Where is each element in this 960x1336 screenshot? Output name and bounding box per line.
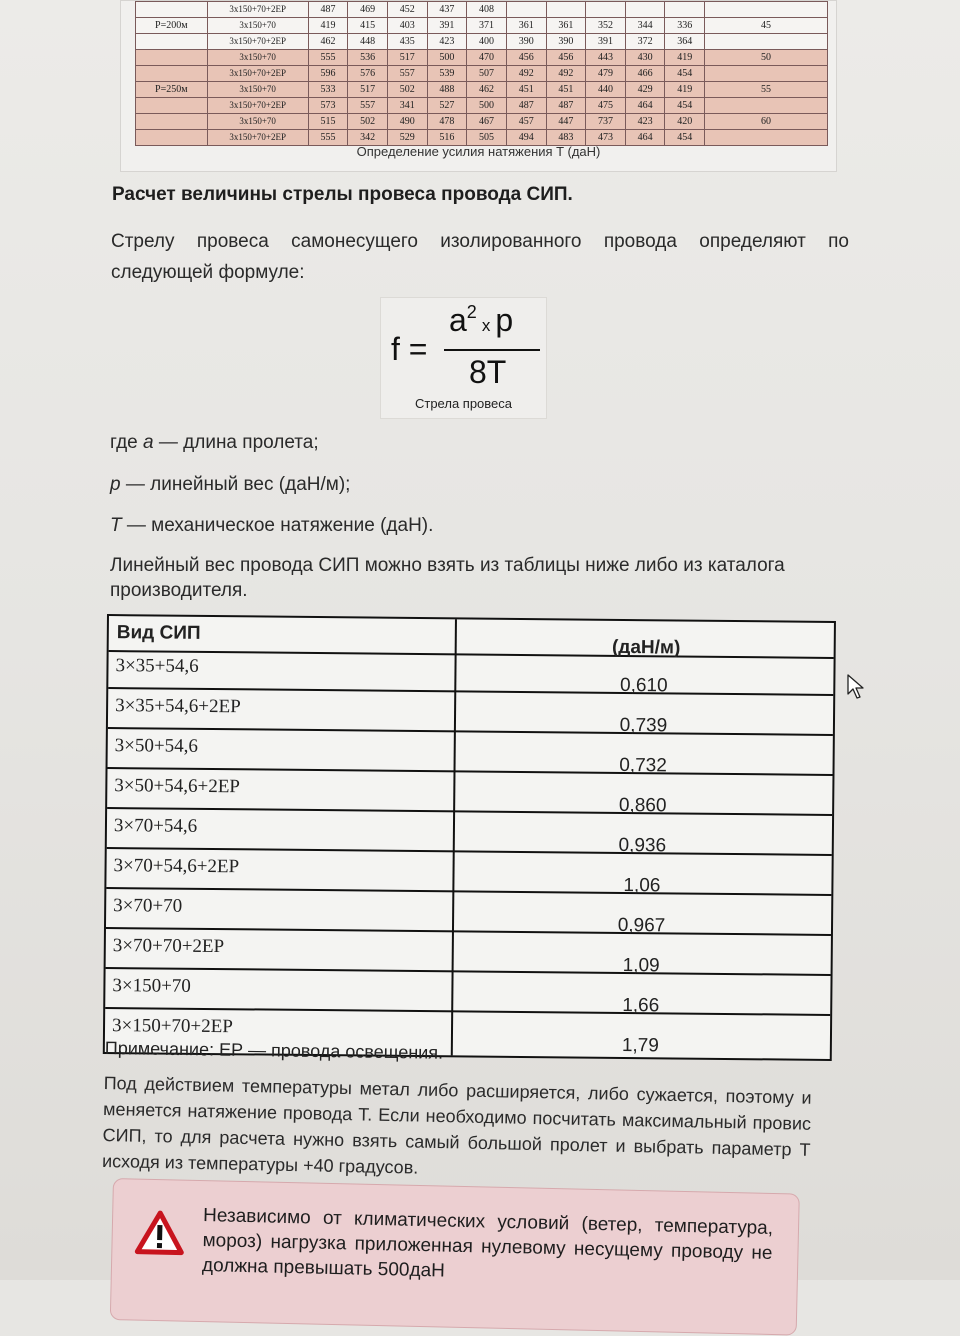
weight-value-cell: 1,66 (622, 994, 660, 1017)
weight-value-cell: 0,936 (618, 834, 667, 857)
tension-wire-type: 3x150+70+2EP (207, 2, 308, 18)
tension-result (705, 34, 828, 50)
tension-value: 415 (348, 18, 388, 34)
tension-value: 435 (387, 34, 427, 50)
tension-value: 456 (506, 50, 546, 66)
tension-value (625, 2, 665, 18)
tension-value: 352 (586, 18, 626, 34)
tension-value: 430 (625, 50, 665, 66)
tension-value: 500 (467, 98, 507, 114)
tension-row (136, 50, 828, 66)
tension-value: 515 (308, 114, 348, 130)
definition-a: где a — длина пролета; (110, 432, 319, 453)
tension-wire-type: 3x150+70+2EP (207, 34, 308, 50)
tension-value: 454 (665, 66, 705, 82)
tension-value: 573 (308, 98, 348, 114)
tension-value: 517 (387, 50, 427, 66)
tension-value: 457 (506, 114, 546, 130)
tension-value: 505 (467, 130, 507, 146)
tension-row (136, 66, 828, 82)
tension-value: 494 (506, 130, 546, 146)
weight-value-cell: 1,09 (622, 954, 660, 977)
linear-weight-table (103, 614, 836, 1061)
tension-value: 462 (467, 82, 507, 98)
sip-type-cell: 3×70+70+2ЕР (112, 935, 225, 958)
tension-result: 60 (705, 114, 828, 130)
weight-value-cell: 1,79 (621, 1034, 659, 1057)
tension-value: 500 (427, 50, 467, 66)
tension-value: 516 (427, 130, 467, 146)
symbol-p: p (110, 474, 121, 495)
tension-value: 341 (387, 98, 427, 114)
sip-type-cell: 3×70+54,6 (113, 815, 198, 837)
tension-span-label: P=250м (136, 82, 208, 98)
tension-span-label: P=200м (136, 18, 208, 34)
tension-wire-type: 3x150+70+2EP (207, 66, 308, 82)
symbol-a: a (143, 432, 154, 453)
symbol-t: T (110, 515, 122, 536)
sip-type-cell: 3×35+54,6 (115, 655, 199, 677)
table-row (106, 852, 831, 896)
tension-value (586, 2, 626, 18)
tension-value: 737 (586, 114, 626, 130)
tension-value: 462 (308, 34, 348, 50)
sip-type-cell: 3×70+70 (113, 895, 183, 917)
tension-value: 487 (506, 98, 546, 114)
table-row (105, 972, 830, 1016)
tension-value: 502 (387, 82, 427, 98)
warning-triangle-icon (134, 1210, 185, 1257)
tension-value: 557 (387, 66, 427, 82)
tension-value: 440 (586, 82, 626, 98)
tension-value: 536 (348, 50, 388, 66)
tension-value: 361 (546, 18, 586, 34)
table-row (107, 812, 832, 856)
sip-type-cell: 3×70+54,6+2ЕР (113, 855, 240, 878)
tension-value: 502 (348, 114, 388, 130)
tension-value: 473 (586, 130, 626, 146)
formula-p: p (495, 302, 514, 338)
tension-value: 487 (308, 2, 348, 18)
tension-value: 423 (427, 34, 467, 50)
tension-row (136, 114, 828, 130)
formula-exponent: 2 (466, 302, 477, 322)
tension-value: 443 (586, 50, 626, 66)
fraction-bar (444, 349, 540, 351)
tension-value: 539 (427, 66, 467, 82)
tension-table-caption: Определение усилия натяжения T (даН) (356, 144, 601, 159)
tension-table (135, 1, 828, 146)
tension-value: 447 (546, 114, 586, 130)
tension-span-label (136, 34, 208, 50)
tension-value: 364 (665, 34, 705, 50)
weight-value-cell: 1,06 (623, 874, 661, 897)
sip-type-cell: 3×150+70 (112, 975, 191, 997)
tension-value: 479 (586, 66, 626, 82)
tension-wire-type: 3x150+70 (207, 18, 308, 34)
tension-value (506, 2, 546, 18)
tension-value: 517 (348, 82, 388, 98)
weight-value-cell: 0,860 (618, 794, 667, 817)
tension-table-image (120, 0, 837, 172)
tension-value: 557 (348, 98, 388, 114)
tension-value: 419 (308, 18, 348, 34)
tension-value: 408 (467, 2, 507, 18)
tension-value (546, 2, 586, 18)
tension-result: 55 (705, 82, 828, 98)
formula-times: x (481, 316, 491, 335)
section-heading: Расчет величины стрелы провеса провода СИП. (112, 184, 573, 205)
warning-box (110, 1178, 800, 1336)
mouse-cursor-icon (847, 674, 865, 700)
tension-value: 361 (506, 18, 546, 34)
table-row (108, 652, 833, 696)
note-text: Примечание: ЕР — провода освещения. (104, 1038, 444, 1063)
formula-numerator (449, 302, 513, 339)
sip-type-cell: 3×50+54,6+2ЕР (114, 775, 241, 798)
table-row (108, 692, 833, 736)
tension-value: 390 (546, 34, 586, 50)
tension-value: 533 (308, 82, 348, 98)
tension-value: 464 (625, 130, 665, 146)
tension-span-label (136, 50, 208, 66)
tension-value: 576 (348, 66, 388, 82)
tension-value: 507 (467, 66, 507, 82)
tension-value: 466 (625, 66, 665, 82)
tension-value: 487 (546, 98, 586, 114)
tension-value (665, 2, 705, 18)
tension-wire-type: 3x150+70 (207, 82, 308, 98)
tension-value: 419 (665, 82, 705, 98)
tension-row (136, 18, 828, 34)
tension-value: 467 (467, 114, 507, 130)
tension-value: 469 (348, 2, 388, 18)
tension-value: 420 (665, 114, 705, 130)
tension-value: 400 (467, 34, 507, 50)
warning-text: Независимо от климатических условий (ветер, температура, мороз) нагрузка приложенная нулевому несущему проводу не должна превышать 500даН (201, 1205, 774, 1282)
table-row (106, 892, 831, 936)
tension-value: 372 (625, 34, 665, 50)
tension-span-label (136, 66, 208, 82)
sip-type-cell: 3×150+70+2ЕР (111, 1015, 233, 1038)
tension-span-label (136, 114, 208, 130)
tension-result (705, 98, 828, 114)
definition-p: p — линейный вес (даН/м); (110, 474, 351, 495)
definition-t: T — механическое натяжение (даН). (110, 515, 434, 536)
tension-value: 423 (625, 114, 665, 130)
tension-value: 390 (506, 34, 546, 50)
tension-row (136, 34, 828, 50)
tension-row (136, 82, 828, 98)
tension-value: 483 (546, 130, 586, 146)
tension-span-label (136, 98, 208, 114)
tension-value: 403 (387, 18, 427, 34)
sag-formula-image (380, 297, 547, 419)
tension-wire-type: 3x150+70 (207, 50, 308, 66)
formula-a: a (449, 302, 467, 338)
tension-result (705, 2, 828, 18)
tension-value: 451 (546, 82, 586, 98)
tension-value: 342 (348, 130, 388, 146)
table-row (108, 732, 833, 776)
formula-caption: Стрела провеса (414, 396, 513, 411)
weight-value-cell: 0,610 (619, 674, 668, 697)
tension-row (136, 98, 828, 114)
tension-value: 391 (586, 34, 626, 50)
weight-intro-paragraph: Линейный вес провода СИП можно взять из таблицы ниже либо из каталога производителя. (110, 555, 785, 601)
tension-value: 454 (665, 98, 705, 114)
tension-value: 529 (387, 130, 427, 146)
tension-value: 488 (427, 82, 467, 98)
tension-value: 371 (467, 18, 507, 34)
tension-row (136, 2, 828, 18)
tension-value: 478 (427, 114, 467, 130)
tension-value: 452 (387, 2, 427, 18)
tension-value: 470 (467, 50, 507, 66)
tension-value: 596 (308, 66, 348, 82)
tension-value: 336 (665, 18, 705, 34)
weight-value-cell: 0,732 (619, 754, 667, 777)
tension-value: 492 (546, 66, 586, 82)
tension-value: 555 (308, 130, 348, 146)
temperature-paragraph: Под действием температуры метал либо расширяется, либо сужается, поэтому и меняется натяжение провода Т. Если необходимо посчитать максимальный провис СИП, то для расчета нужно взять самый большой пролет и выбрать параметр Т исходя из температуры +40 градусов. (101, 1072, 812, 1178)
tension-span-label (136, 2, 208, 18)
tension-value: 454 (665, 130, 705, 146)
tension-value: 451 (506, 82, 546, 98)
tension-value: 527 (427, 98, 467, 114)
tension-wire-type: 3x150+70+2EP (207, 130, 308, 146)
tension-result: 50 (705, 50, 828, 66)
tension-value: 464 (625, 98, 665, 114)
tension-wire-type: 3x150+70 (207, 114, 308, 130)
formula-denominator: 8T (469, 354, 507, 390)
tension-value: 475 (586, 98, 626, 114)
intro-paragraph: Стрелу провеса самонесущего изолированного провода определяют по следующей формуле: (111, 231, 849, 283)
tension-result (705, 66, 828, 82)
tension-value: 437 (427, 2, 467, 18)
tension-value: 555 (308, 50, 348, 66)
tension-value: 419 (665, 50, 705, 66)
tension-value: 448 (348, 34, 388, 50)
tension-result: 45 (705, 18, 828, 34)
weight-value-cell: 0,967 (617, 914, 666, 937)
table-row (107, 772, 832, 816)
tension-value: 492 (506, 66, 546, 82)
sip-type-cell: 3×50+54,6 (114, 735, 199, 757)
tension-value: 429 (625, 82, 665, 98)
header-type: Вид СИП (116, 622, 201, 644)
tension-wire-type: 3x150+70+2EP (207, 98, 308, 114)
tension-value: 391 (427, 18, 467, 34)
table-row (106, 932, 831, 976)
tension-value: 344 (625, 18, 665, 34)
weight-value-cell: 0,739 (619, 714, 668, 737)
header-weight: (даН/м) (611, 636, 681, 659)
tension-value: 456 (546, 50, 586, 66)
sip-type-cell: 3×35+54,6+2ЕР (115, 695, 241, 718)
tension-value: 490 (387, 114, 427, 130)
formula-lhs: f = (391, 331, 428, 367)
